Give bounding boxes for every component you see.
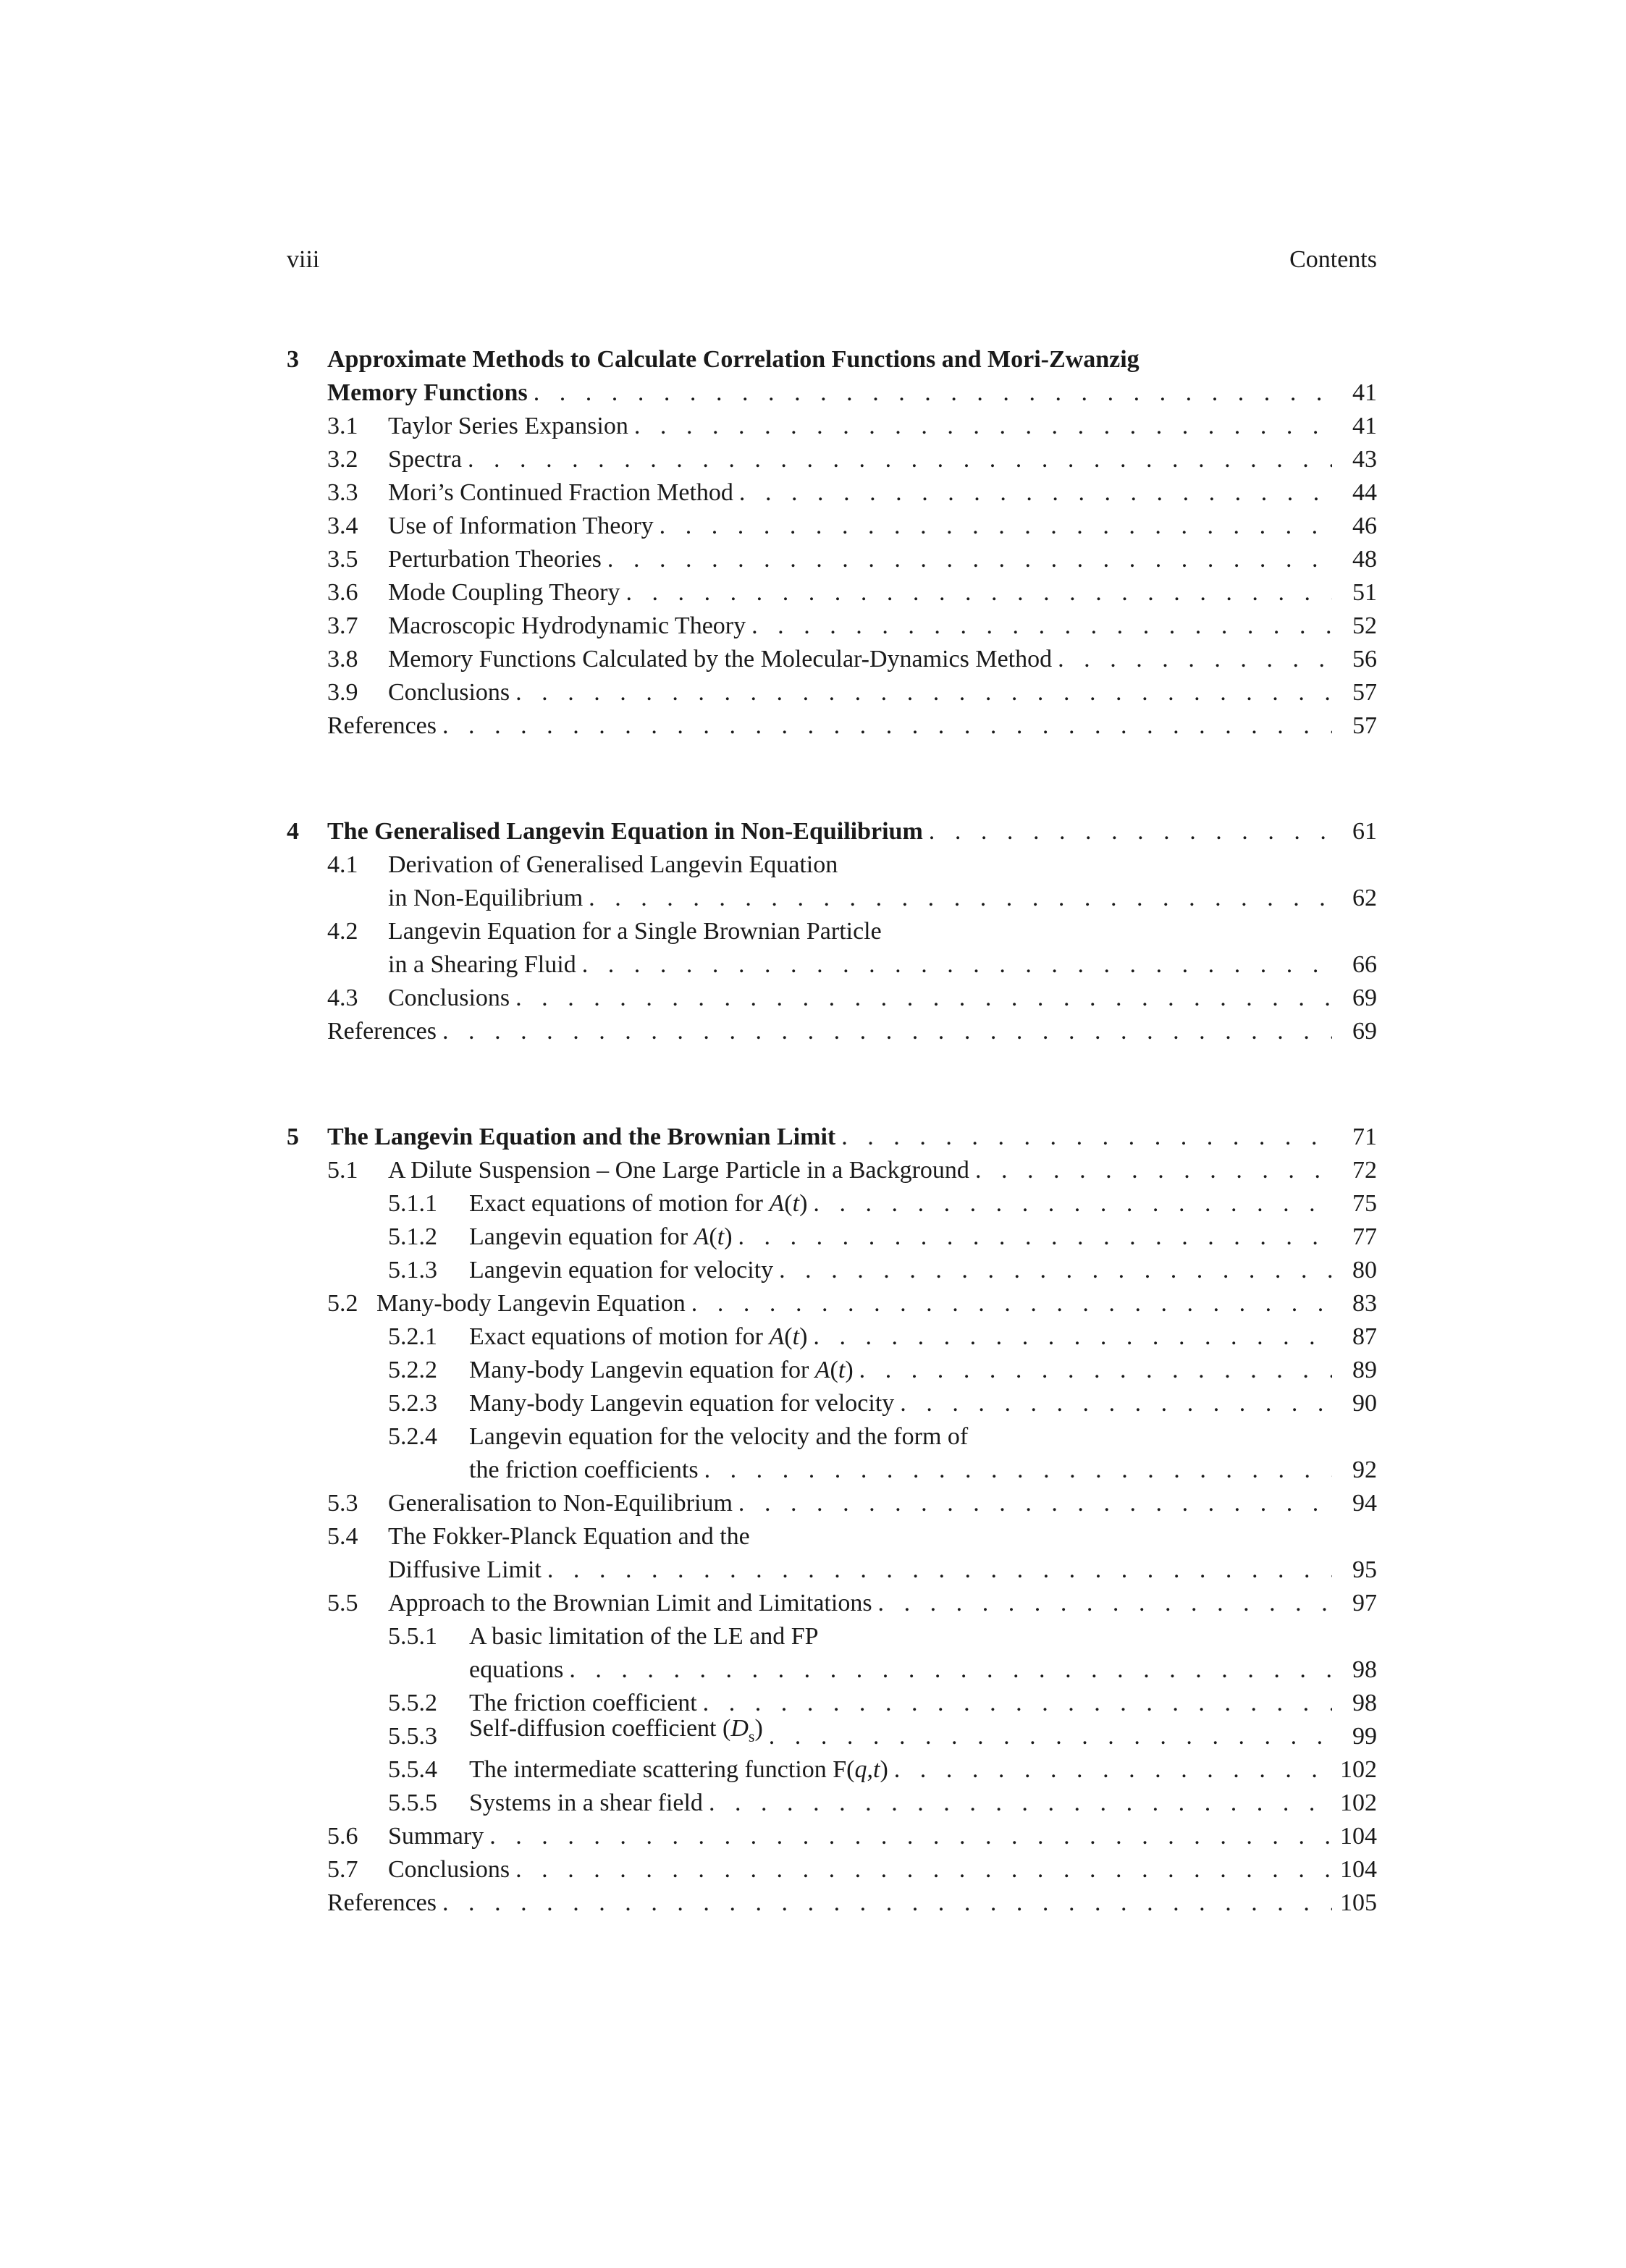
page-ref: 71	[1352, 1124, 1377, 1150]
subsection-entry[interactable]	[287, 1320, 1377, 1354]
entry-title: Mori’s Continued Fraction Method	[388, 479, 733, 506]
page-ref: 104	[1340, 1823, 1377, 1850]
entry-title: References	[327, 712, 437, 739]
entry-number: 5.2.4	[388, 1423, 437, 1450]
entry-title: The friction coefficient	[469, 1690, 697, 1716]
page-ref: 61	[1352, 818, 1377, 845]
section-entry[interactable]	[287, 948, 1377, 982]
entry-title: Summary	[388, 1823, 484, 1850]
page-ref: 75	[1352, 1190, 1377, 1217]
dot-leader	[686, 1287, 1332, 1320]
entry-title: Conclusions	[388, 985, 510, 1011]
dot-leader	[437, 709, 1332, 743]
section-entry-line[interactable]: 5.4 The Fokker-Planck Equation and the	[287, 1520, 1377, 1554]
dot-leader	[620, 576, 1332, 610]
chapter-5	[287, 1121, 1377, 1920]
dot-leader	[835, 1121, 1332, 1154]
section-entry[interactable]	[287, 476, 1377, 510]
entry-number: 5.1.1	[388, 1190, 437, 1217]
entry-title: Exact equations of motion for A(t)	[469, 1323, 808, 1350]
entry-title: Diffusive Limit	[388, 1556, 542, 1583]
entry-number: 3.3	[327, 479, 358, 506]
entry-title: Mode Coupling Theory	[388, 579, 620, 606]
page-ref: 80	[1352, 1257, 1377, 1283]
dot-leader	[703, 1787, 1332, 1820]
entry-number: 5.6	[327, 1823, 358, 1850]
entry-number: 3.2	[327, 446, 358, 473]
entry-title: Self-diffusion coefficient $(D_s)$	[469, 1715, 763, 1745]
dot-leader	[437, 1887, 1332, 1920]
section-entry[interactable]	[287, 443, 1377, 476]
dot-leader	[733, 1487, 1332, 1520]
entry-title: Memory Functions Calculated by the Molecular-Dynamics Method	[388, 646, 1053, 673]
section-entry[interactable]	[287, 1154, 1377, 1187]
section-entry[interactable]	[287, 1554, 1377, 1587]
entry-number: 5.3	[327, 1490, 358, 1517]
entry-number: 5.5.4	[388, 1756, 437, 1783]
page-ref: 41	[1352, 413, 1377, 439]
section-entry[interactable]	[287, 1820, 1377, 1853]
dot-leader	[576, 948, 1332, 982]
chapter-entry[interactable]	[287, 815, 1377, 848]
dot-leader	[699, 1454, 1332, 1487]
dot-leader	[484, 1820, 1332, 1853]
entry-title: Systems in a shear field	[469, 1789, 703, 1816]
page-ref: 77	[1352, 1223, 1377, 1250]
page-ref: 57	[1352, 712, 1377, 739]
section-entry[interactable]	[287, 576, 1377, 610]
dot-leader	[733, 1221, 1332, 1254]
entry-number: 5.1.3	[388, 1257, 437, 1283]
page-ref: 52	[1352, 612, 1377, 639]
dot-leader	[894, 1387, 1332, 1420]
dot-leader	[542, 1554, 1332, 1587]
page-ref: 69	[1352, 985, 1377, 1011]
entry-title: in a Shearing Fluid	[388, 951, 576, 978]
page-ref: 102	[1340, 1789, 1377, 1816]
page-ref: 41	[1352, 379, 1377, 406]
dot-leader	[807, 1320, 1332, 1354]
dot-leader	[872, 1587, 1332, 1620]
entry-number: 4.2	[327, 918, 358, 945]
page-ref: 94	[1352, 1490, 1377, 1517]
page-ref: 43	[1352, 446, 1377, 473]
page-ref: 57	[1352, 679, 1377, 706]
dot-leader	[763, 1720, 1332, 1753]
entry-title: A Dilute Suspension – One Large Particle in a Background	[388, 1157, 969, 1184]
dot-leader	[510, 1853, 1332, 1887]
entry-title: Use of Information Theory	[388, 513, 654, 539]
entry-number: 5.1.2	[388, 1223, 437, 1250]
references-entry[interactable]	[287, 1887, 1377, 1920]
dot-leader	[773, 1254, 1332, 1287]
subsection-entry-line[interactable]: 5.2.4 Langevin equation for the velocity and the form of	[287, 1420, 1377, 1454]
page-ref: 95	[1352, 1556, 1377, 1583]
page-ref: 72	[1352, 1157, 1377, 1184]
entry-number: 4.1	[327, 851, 358, 878]
entry-title: the friction coefficients	[469, 1457, 699, 1483]
page-ref: 56	[1352, 646, 1377, 673]
dot-leader	[888, 1753, 1332, 1787]
references-entry[interactable]	[287, 709, 1377, 743]
entry-number: 3.5	[327, 546, 358, 573]
entry-title: Many-body Langevin Equation	[376, 1290, 686, 1317]
section-entry[interactable]	[287, 982, 1377, 1015]
page-ref: 83	[1352, 1290, 1377, 1317]
dot-leader	[563, 1653, 1332, 1687]
section-entry-line[interactable]: 4.1 Derivation of Generalised Langevin Equation	[287, 848, 1377, 882]
entry-number: 5.5.2	[388, 1690, 437, 1716]
section-entry[interactable]	[287, 676, 1377, 709]
entry-title: Approach to the Brownian Limit and Limitations	[388, 1590, 872, 1616]
section-entry[interactable]	[287, 643, 1377, 676]
section-entry[interactable]	[287, 543, 1377, 576]
entry-title: Langevin equation for velocity	[469, 1257, 774, 1283]
dot-leader	[969, 1154, 1332, 1187]
page-ref: 97	[1352, 1590, 1377, 1616]
subsection-entry[interactable]	[287, 1787, 1377, 1820]
page-ref: 90	[1352, 1390, 1377, 1417]
page-ref: 46	[1352, 513, 1377, 539]
page-ref: 89	[1352, 1357, 1377, 1383]
section-entry[interactable]	[287, 510, 1377, 543]
entry-title: The Generalised Langevin Equation in Non-Equilibrium	[327, 818, 923, 845]
entry-number: 5.5.3	[388, 1723, 437, 1750]
page-ref: 62	[1352, 885, 1377, 911]
entry-title: Conclusions	[388, 679, 510, 706]
entry-number: 5	[287, 1124, 299, 1150]
entry-title: Many-body Langevin equation for velocity	[469, 1390, 895, 1417]
entry-number: 5.4	[327, 1523, 358, 1550]
section-entry[interactable]	[287, 1487, 1377, 1520]
subsection-entry[interactable]	[287, 1715, 1377, 1753]
entry-number: 4	[287, 818, 299, 845]
page-ref: 92	[1352, 1457, 1377, 1483]
dot-leader	[628, 410, 1332, 443]
entry-title: Exact equations of motion for A(t)	[469, 1190, 808, 1217]
page-number: viii	[287, 246, 320, 273]
entry-title: Generalisation to Non-Equilibrium	[388, 1490, 733, 1517]
chapter-3	[287, 343, 1377, 743]
entry-number: 3.9	[327, 679, 358, 706]
entry-number: 4.3	[327, 985, 358, 1011]
entry-number: 5.1	[327, 1157, 358, 1184]
page-ref: 44	[1352, 479, 1377, 506]
dot-leader	[510, 676, 1332, 709]
dot-leader	[923, 815, 1332, 848]
running-title: Contents	[1289, 246, 1377, 273]
subsection-entry[interactable]	[287, 1187, 1377, 1221]
entry-title: The intermediate scattering function F(q,t)	[469, 1756, 888, 1783]
entry-number: 3.6	[327, 579, 358, 606]
running-head	[287, 246, 1377, 274]
chapter-entry[interactable]	[287, 376, 1377, 410]
chapter-title-line[interactable]: 3 Approximate Methods to Calculate Correlation Functions and Mori-Zwanzig	[287, 343, 1377, 376]
page-ref: 99	[1352, 1723, 1377, 1750]
entry-title: References	[327, 1018, 437, 1045]
dot-leader	[854, 1354, 1332, 1387]
dot-leader	[602, 543, 1332, 576]
page-ref: 105	[1340, 1889, 1377, 1916]
entry-title: The Langevin Equation and the Brownian Limit	[327, 1124, 836, 1150]
entry-title: References	[327, 1889, 437, 1916]
entry-number: 3.1	[327, 413, 358, 439]
entry-number: 3	[287, 346, 299, 373]
subsection-entry[interactable]	[287, 1653, 1377, 1687]
entry-number: 5.5.5	[388, 1789, 437, 1816]
dot-leader	[583, 882, 1332, 915]
page-ref: 98	[1352, 1656, 1377, 1683]
section-entry[interactable]	[287, 1587, 1377, 1620]
dot-leader	[1052, 643, 1332, 676]
page-ref: 48	[1352, 546, 1377, 573]
entry-number: 5.2.3	[388, 1390, 437, 1417]
page-ref: 104	[1340, 1856, 1377, 1883]
dot-leader	[733, 476, 1332, 510]
entry-title: Spectra	[388, 446, 462, 473]
entry-title: Langevin equation for A(t)	[469, 1223, 733, 1250]
entry-title: Many-body Langevin equation for A(t)	[469, 1357, 854, 1383]
entry-number: 5.2.2	[388, 1357, 437, 1383]
subsection-entry[interactable]	[287, 1387, 1377, 1420]
section-entry[interactable]	[287, 610, 1377, 643]
entry-title: Taylor Series Expansion	[388, 413, 628, 439]
page-ref: 87	[1352, 1323, 1377, 1350]
dot-leader	[510, 982, 1332, 1015]
page-ref: 69	[1352, 1018, 1377, 1045]
chapter-4	[287, 815, 1377, 1048]
section-entry[interactable]	[287, 1287, 1377, 1320]
subsection-entry[interactable]	[287, 1454, 1377, 1487]
entry-title: Macroscopic Hydrodynamic Theory	[388, 612, 746, 639]
entry-title: equations	[469, 1656, 564, 1683]
entry-number: 3.7	[327, 612, 358, 639]
page-ref: 66	[1352, 951, 1377, 978]
page-ref: 51	[1352, 579, 1377, 606]
subsection-entry[interactable]	[287, 1753, 1377, 1787]
contents-page	[287, 246, 1377, 1920]
page-ref: 98	[1352, 1690, 1377, 1716]
entry-number: 5.5.1	[388, 1623, 437, 1650]
subsection-entry-line[interactable]: 5.5.1 A basic limitation of the LE and FP	[287, 1620, 1377, 1653]
entry-number: 5.2.1	[388, 1323, 437, 1350]
entry-title: in Non-Equilibrium	[388, 885, 584, 911]
dot-leader	[807, 1187, 1332, 1221]
entry-number: 3.8	[327, 646, 358, 673]
dot-leader	[528, 376, 1332, 410]
entry-number: 5.5	[327, 1590, 358, 1616]
entry-number: 3.4	[327, 513, 358, 539]
section-entry-line[interactable]: 4.2 Langevin Equation for a Single Brownian Particle	[287, 915, 1377, 948]
section-entry[interactable]	[287, 882, 1377, 915]
subsection-entry[interactable]	[287, 1354, 1377, 1387]
dot-leader	[462, 443, 1332, 476]
entry-title: Perturbation Theories	[388, 546, 602, 573]
entry-title: Conclusions	[388, 1856, 510, 1883]
dot-leader	[654, 510, 1332, 543]
page-ref: 102	[1340, 1756, 1377, 1783]
dot-leader	[437, 1015, 1332, 1048]
section-entry[interactable]	[287, 410, 1377, 443]
entry-title: Memory Functions	[327, 379, 528, 406]
references-entry[interactable]	[287, 1015, 1377, 1048]
section-entry[interactable]	[287, 1853, 1377, 1887]
chapter-entry[interactable]	[287, 1121, 1377, 1154]
entry-number: 5.7	[327, 1856, 358, 1883]
subsection-entry[interactable]	[287, 1221, 1377, 1254]
dot-leader	[746, 610, 1332, 643]
subsection-entry[interactable]	[287, 1254, 1377, 1287]
entry-number: 5.2	[327, 1290, 358, 1317]
